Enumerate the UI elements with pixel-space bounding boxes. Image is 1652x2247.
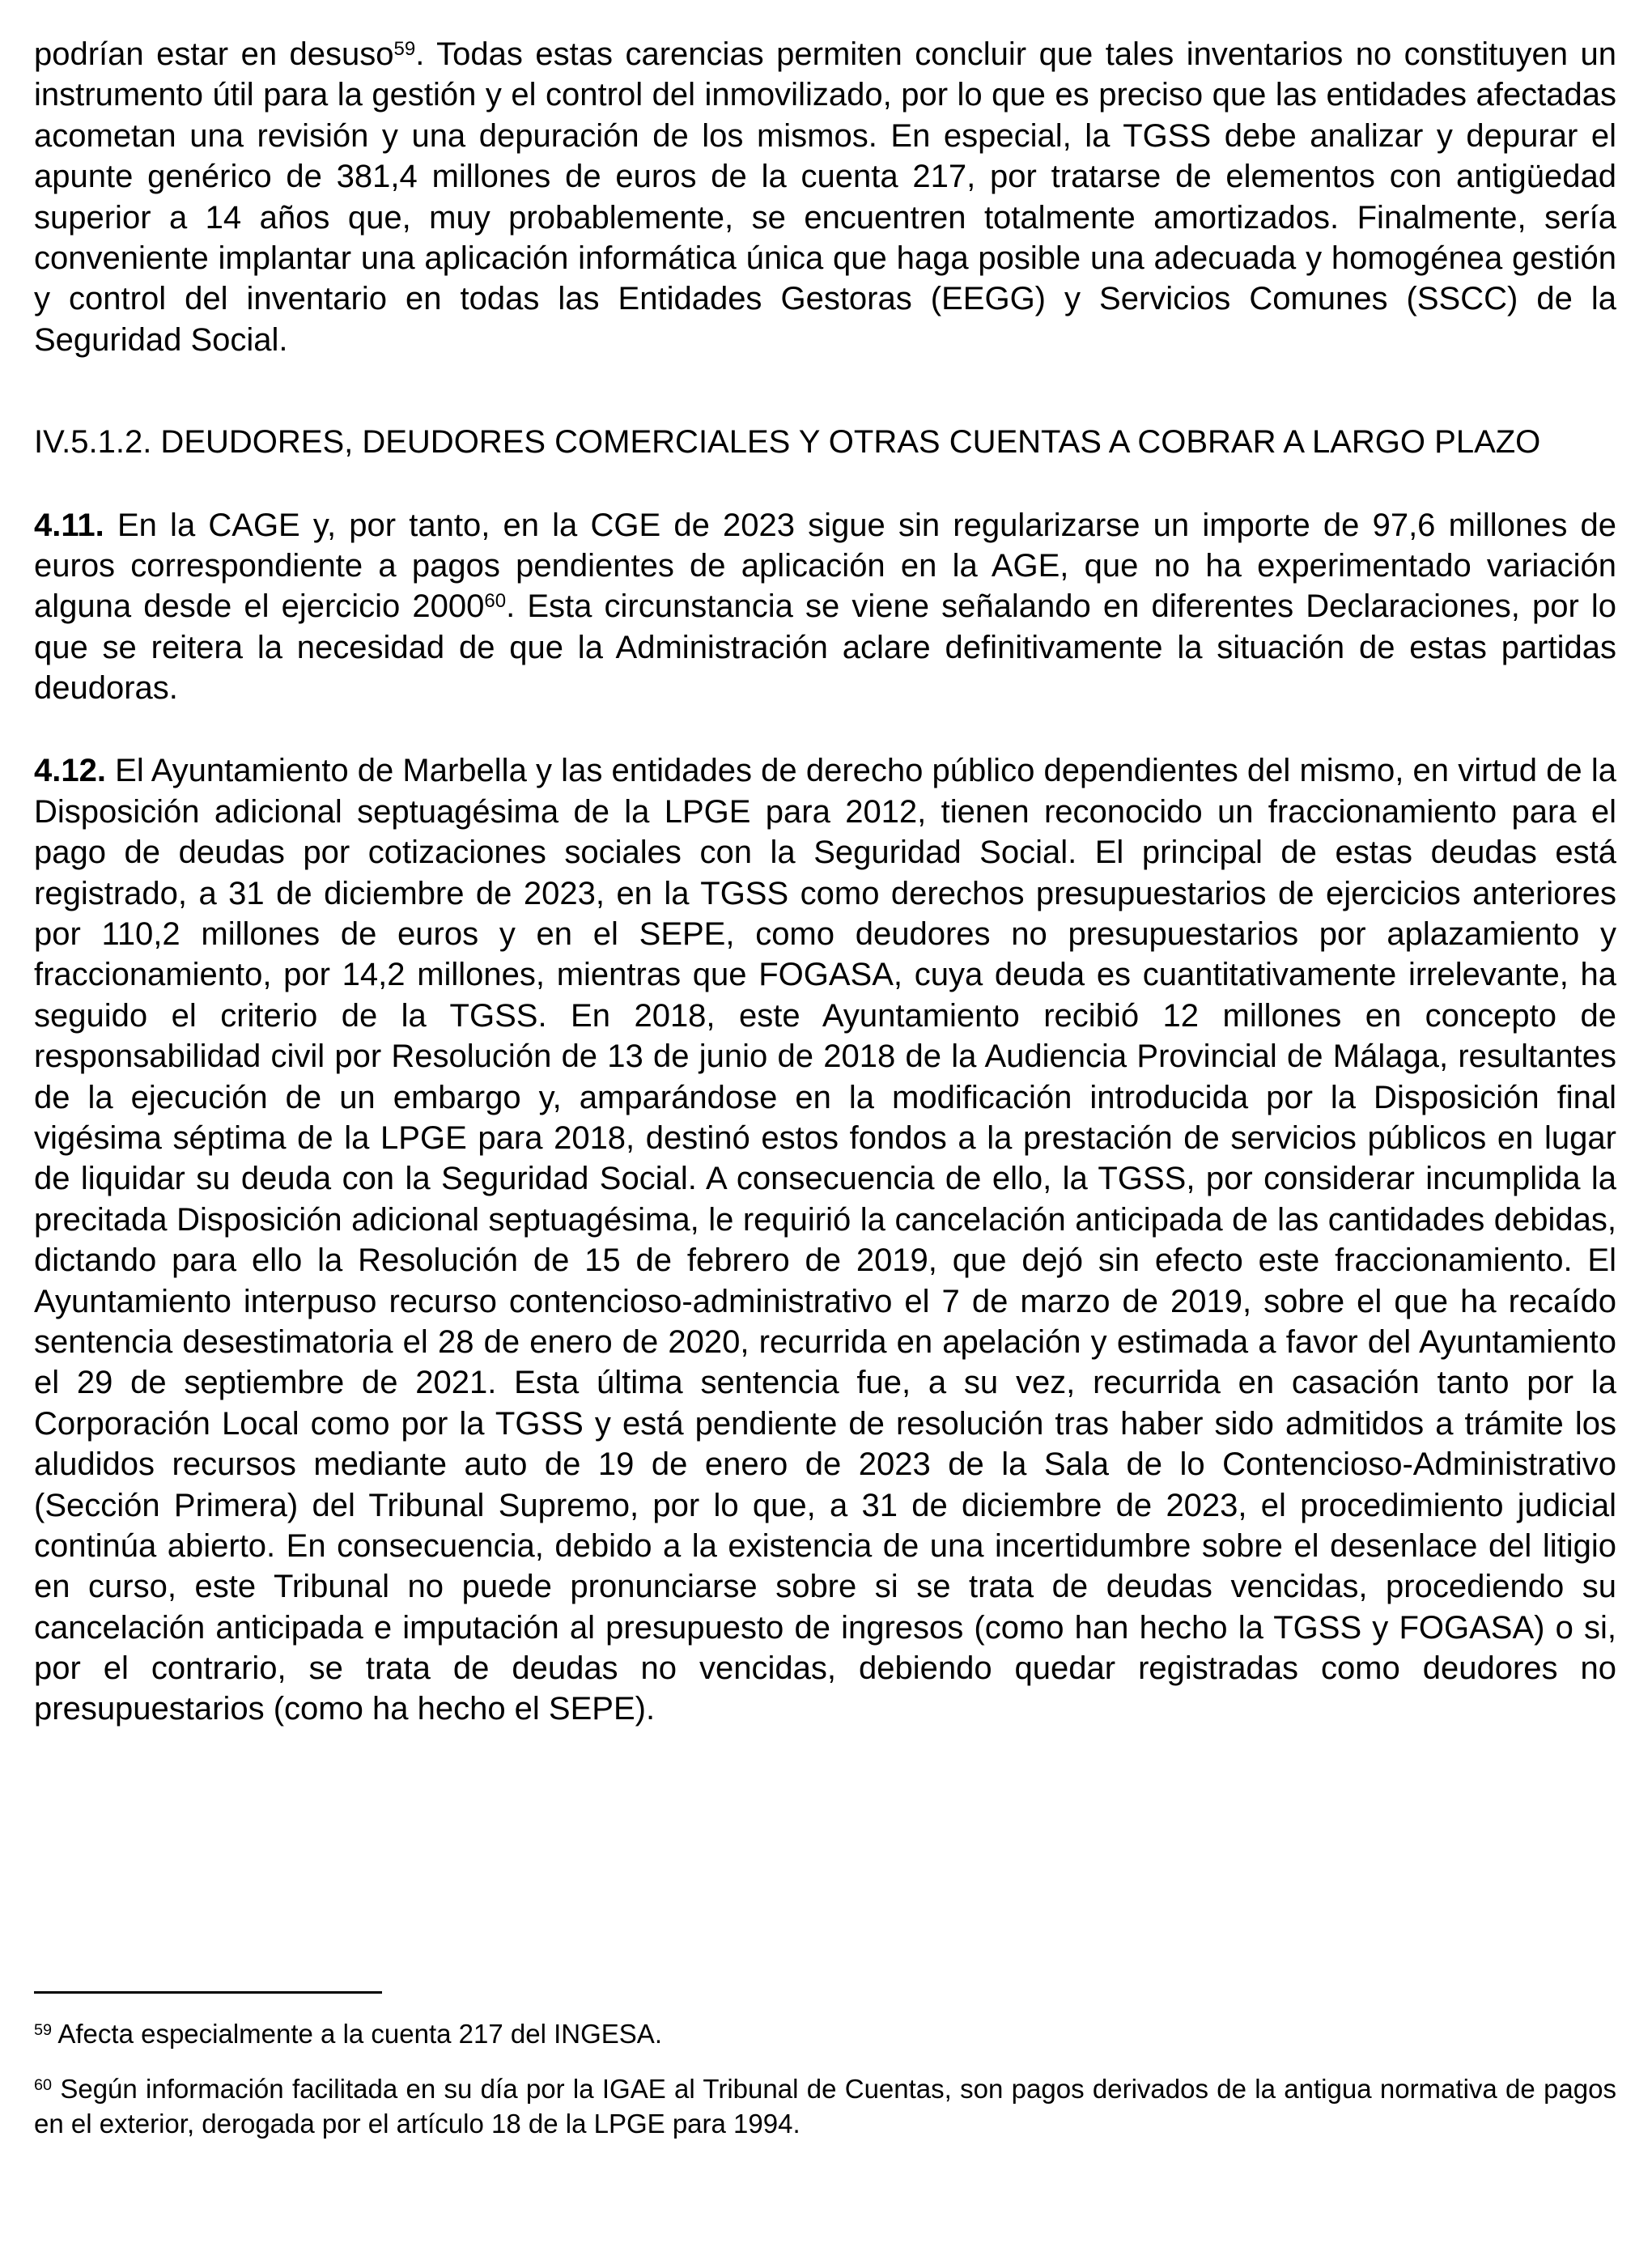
footnote-text: Afecta especialmente a la cuenta 217 del INGESA. xyxy=(57,2019,662,2049)
section-heading: IV.5.1.2. DEUDORES, DEUDORES COMERCIALES Y OTRAS CUENTAS A COBRAR A LARGO PLAZO xyxy=(34,424,1541,461)
footnote-marker: 60 xyxy=(34,2076,53,2095)
footnote-text: Según información facilitada en su día por la IGAE al Tribunal de Cuentas, son pagos derivados de la antigua normativa de pagos en el exterior, derogada por el artículo 18 de la LPGE para 1994. xyxy=(34,2073,1616,2139)
paragraph-number: 4.12. xyxy=(34,753,106,789)
footnote-59 xyxy=(34,2016,1616,2052)
intro-paragraph xyxy=(34,34,1616,360)
paragraph-4-11 xyxy=(34,505,1616,709)
paragraph-text: El Ayuntamiento de Marbella y las entidades de derecho público dependientes del mismo, en virtud de la Disposición adicional septuagésima de la LPGE para 2012, tienen reconocido un fraccionamiento para el pago de deudas por cotizaciones sociales con la Seguridad Social. El principal de estas deudas está registrado, a 31 de diciembre de 2023, en la TGSS como derechos presupuestarios de ejercicios anteriores por 110,2 millones de euros y en el SEPE, como deudores no presupuestarios por aplazamiento y fraccionamiento, por 14,2 millones, mientras que FOGASA, cuya deuda es cuantitativamente irrelevante, ha seguido el criterio de la TGSS. En 2018, este Ayuntamiento recibió 12 millones en concepto de responsabilidad civil por Resolución de 13 de junio de 2018 de la Audiencia Provincial de Málaga, resultantes de la ejecución de un embargo y, amparándose en la modificación introducida por la Disposición final vigésima séptima de la LPGE para 2018, destinó estos fondos a la prestación de servicios públicos en lugar de liquidar su deuda con la Seguridad Social. A consecuencia de ello, la TGSS, por considerar incumplida la precitada Disposición adicional septuagésima, le requirió la cancelación anticipada de las cantidades debidas, dictando para ello la Resolución de 15 de febrero de 2019, que dejó sin efecto este fraccionamiento. El Ayuntamiento interpuso recurso contencioso-administrativo el 7 de marzo de 2019, sobre el que ha recaído sentencia desestimatoria el 28 de enero de 2020, recurrida en apelación y estimada a favor del Ayuntamiento el 29 de septiembre de 2021. Esta última sentencia fue, a su vez, recurrida en casación tanto por la Corporación Local como por la TGSS y está pendiente de resolución tras haber sido admitidos a trámite los aludidos recursos mediante auto de 19 de enero de 2023 de la Sala de lo Contencioso-Administrativo (Sección Primera) del Tribunal Supremo, por lo que, a 31 de diciembre de 2023, el procedimiento judicial continúa abierto. En consecuencia, debido a la existencia de una incertidumbre sobre el desenlace del litigio en curso, este Tribunal no puede pronunciarse sobre si se trata de deudas vencidas, procediendo su cancelación anticipada e imputación al presupuesto de ingresos (como han hecho la TGSS y FOGASA) o si, por el contrario, se trata de deudas no vencidas, debiendo quedar registradas como deudores no presupuestarios (como ha hecho el SEPE). xyxy=(34,753,1616,1727)
footnotes-section xyxy=(34,1991,1616,2142)
footnote-marker: 59 xyxy=(34,2021,53,2040)
footnote-separator xyxy=(34,1991,382,1994)
footnote-ref-60: 60 xyxy=(484,590,507,613)
paragraph-text-before-ref: En la CAGE y, por tanto, en la CGE de 2023 sigue sin regularizarse un importe de 97,6 millones de euros correspondiente a pagos pendientes de aplicación en la AGE, que no ha experimentado variación alguna desde el ejercicio 2000 xyxy=(34,507,1616,625)
paragraph-number: 4.11. xyxy=(34,507,104,543)
paragraph-4-12 xyxy=(34,750,1616,1729)
intro-text-before-ref: podrían estar en desuso xyxy=(34,36,394,72)
paragraph-text-after-ref: . Esta circunstancia se viene señalando en diferentes Declaraciones, por lo que se reitera la necesidad de que la Administración aclare definitivamente la situación de estas partidas deudoras. xyxy=(34,588,1617,707)
intro-text-after-ref: . Todas estas carencias permiten concluir que tales inventarios no constituyen un instrumento útil para la gestión y el control del inmovilizado, por lo que es preciso que las entidades afectadas acometan una revisión y una depuración de los mismos. En especial, la TGSS debe analizar y depurar el apunte genérico de 381,4 millones de euros de la cuenta 217, por tratarse de elementos con antigüedad superior a 14 años que, muy probablemente, se encuentren totalmente amortizados. Finalmente, sería conveniente implantar una aplicación informática única que haga posible una adecuada y homogénea gestión y control del inventario en todas las Entidades Gestoras (EEGG) y Servicios Comunes (SSCC) de la Seguridad Social. xyxy=(34,36,1617,358)
footnote-ref-59: 59 xyxy=(393,38,416,60)
footnote-60 xyxy=(34,2071,1616,2142)
